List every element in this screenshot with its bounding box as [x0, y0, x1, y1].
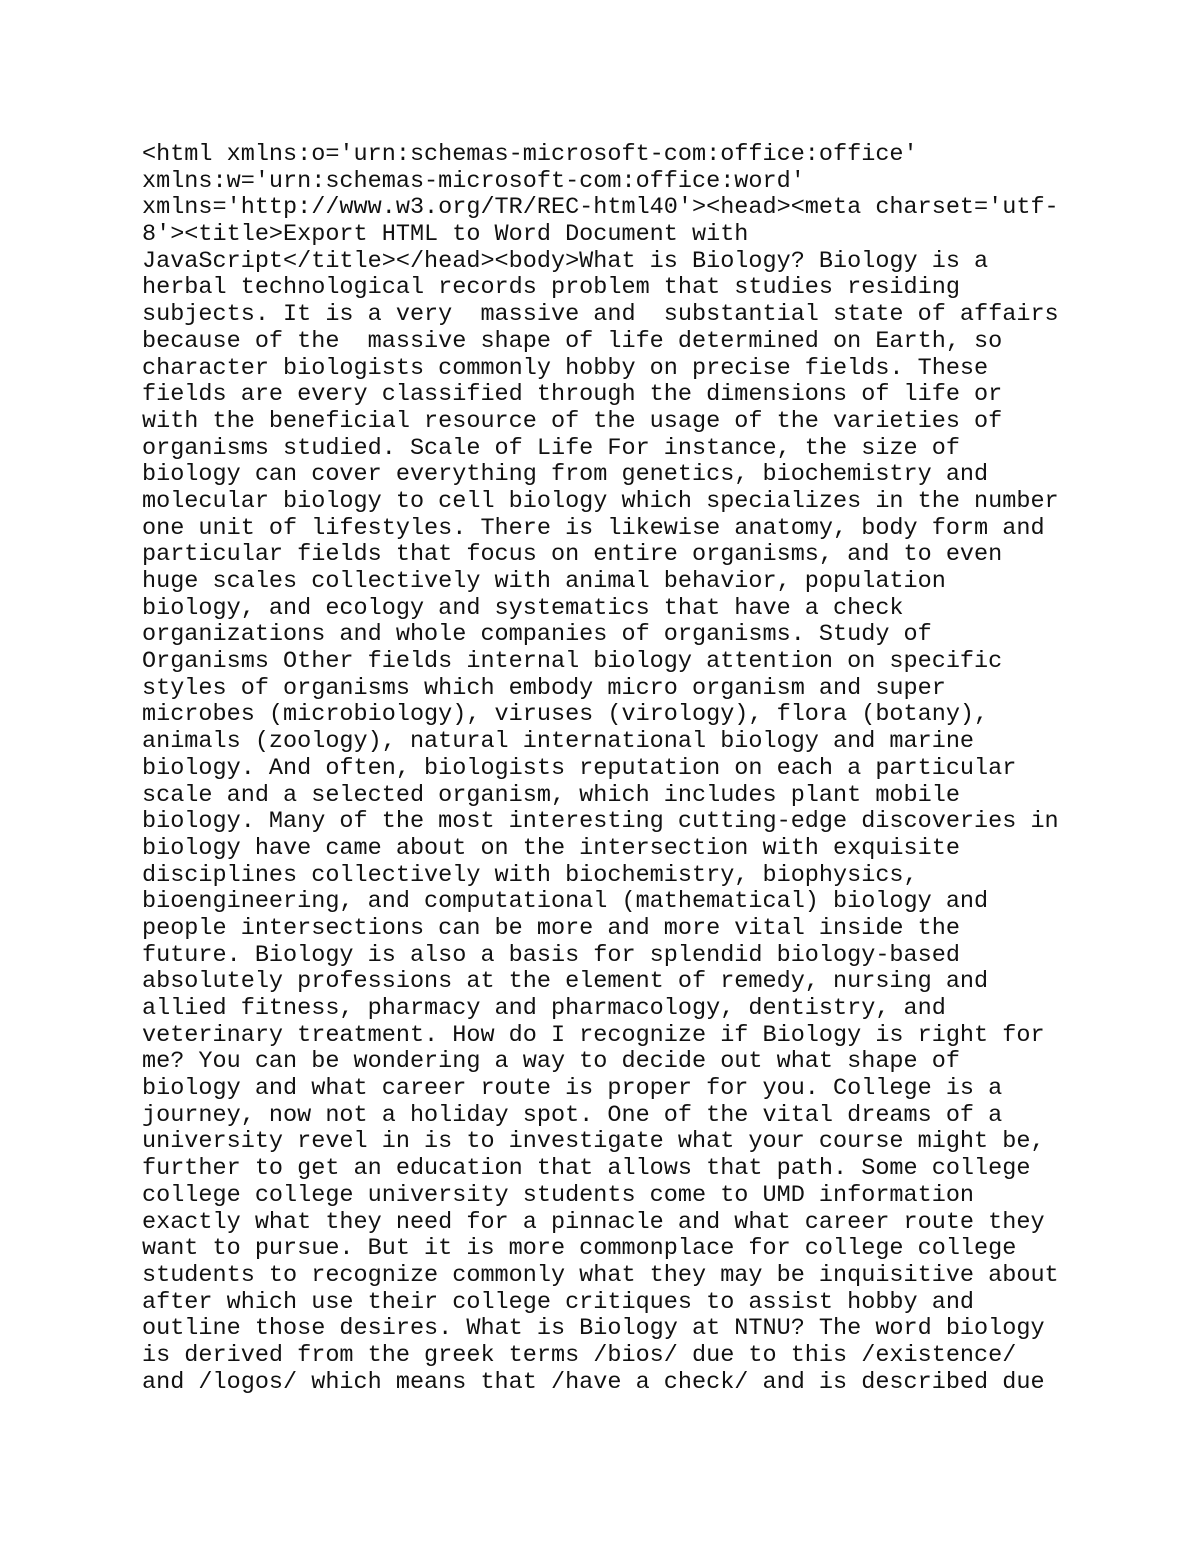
text-line: biology. And often, biologists reputation on each a particular [142, 754, 1017, 782]
text-line: Organisms Other fields internal biology attention on specific [142, 648, 1003, 676]
text-line: want to pursue. But it is more commonplace for college college [142, 1235, 1017, 1263]
text-line: fields are every classified through the dimensions of life or [142, 381, 1003, 409]
text-line: biology and what career route is proper for you. College is a [142, 1075, 1003, 1103]
text-line: and /logos/ which means that /have a check/ and is described due [142, 1368, 1045, 1396]
text-line: organizations and whole companies of organisms. Study of [142, 621, 932, 649]
document-body-text [142, 142, 1082, 1396]
text-line: subjects. It is a very massive and substantial state of affairs [142, 301, 1059, 329]
text-line: with the beneficial resource of the usage of the varieties of [142, 407, 1003, 435]
text-line: scale and a selected organism, which includes plant mobile [142, 781, 960, 809]
text-line: university revel in is to investigate what your course might be, [142, 1128, 1045, 1156]
text-line: huge scales collectively with animal behavior, population [142, 568, 946, 595]
text-line: people intersections can be more and more vital inside the [142, 914, 960, 942]
text-line: disciplines collectively with biochemistry, biophysics, [142, 861, 918, 889]
text-line: JavaScript</title></head><body>What is Biology? Biology is a [142, 247, 989, 275]
text-line: absolutely professions at the element of remedy, nursing and [142, 968, 989, 996]
text-line: allied fitness, pharmacy and pharmacology, dentistry, and [142, 995, 946, 1022]
text-line: bioengineering, and computational (mathematical) biology and [142, 888, 989, 916]
text-line: because of the massive shape of life determined on Earth, so [142, 327, 1003, 355]
text-line: styles of organisms which embody micro organism and super [142, 674, 946, 702]
text-line: journey, now not a holiday spot. One of the vital dreams of a [142, 1101, 1003, 1129]
text-line: is derived from the greek terms /bios/ due to this /existence/ [142, 1341, 1017, 1369]
text-line: veterinary treatment. How do I recognize if Biology is right for [142, 1021, 1045, 1049]
text-line: after which use their college critiques to assist hobby and [142, 1288, 975, 1316]
text-line: one unit of lifestyles. There is likewise anatomy, body form and [142, 514, 1045, 542]
text-line: biology have came about on the intersection with exquisite [142, 834, 960, 862]
text-line: particular fields that focus on entire organisms, and to even [142, 541, 1003, 569]
text-line: exactly what they need for a pinnacle and what career route they [142, 1208, 1045, 1236]
text-line: me? You can be wondering a way to decide out what shape of [142, 1048, 960, 1076]
text-line: character biologists commonly hobby on precise fields. These [142, 354, 989, 382]
text-line: future. Biology is also a basis for splendid biology-based [142, 941, 960, 969]
text-line: microbes (microbiology), viruses (virology), flora (botany), [142, 701, 989, 729]
text-line: organisms studied. Scale of Life For instance, the size of [142, 434, 960, 462]
text-line: xmlns='http://www.w3.org/TR/REC-html40'><head><meta charset='utf- [142, 194, 1059, 222]
text-line: herbal technological records problem that studies residing [142, 274, 960, 302]
text-line: outline those desires. What is Biology at NTNU? The word biology [142, 1315, 1045, 1343]
text-line: biology. Many of the most interesting cutting-edge discoveries in [142, 808, 1059, 836]
text-line: xmlns:w='urn:schemas-microsoft-com:office:word' [142, 167, 805, 195]
text-line: college college university students come to UMD information [142, 1181, 975, 1209]
text-line: animals (zoology), natural international biology and marine [142, 728, 975, 756]
text-line: students to recognize commonly what they may be inquisitive about [142, 1261, 1059, 1289]
text-line: molecular biology to cell biology which specializes in the number [142, 487, 1059, 515]
text-line: biology, and ecology and systematics that have a check [142, 594, 904, 622]
text-line: 8'><title>Export HTML to Word Document with [142, 221, 749, 249]
text-line: biology can cover everything from genetics, biochemistry and [142, 461, 989, 489]
text-line: further to get an education that allows that path. Some college [142, 1155, 1031, 1183]
text-line: <html xmlns:o='urn:schemas-microsoft-com:office:office' [142, 141, 918, 168]
